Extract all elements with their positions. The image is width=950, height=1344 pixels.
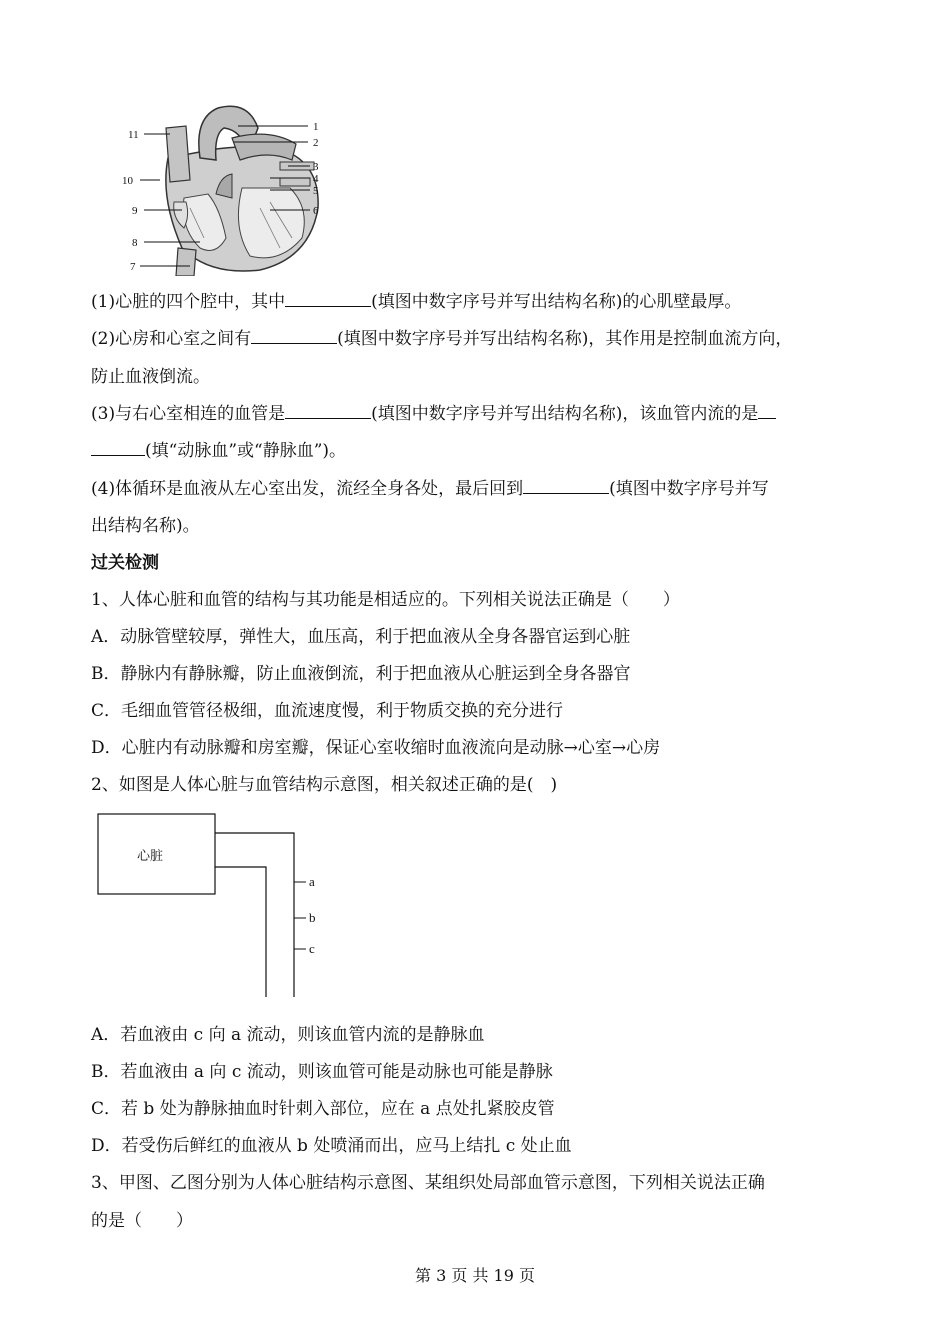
mc1-option-b[interactable]: B．静脉内有静脉瓣，防止血液倒流，利于把血液从心脏运到全身各器官: [91, 664, 631, 684]
point-c-label: c: [309, 941, 315, 956]
question-3-cont-text: (填“动脉血”或“静脉血”)。: [145, 441, 347, 461]
question-2-prefix: (2)心房和心室之间有: [91, 329, 252, 349]
question-2-continuation: 防止血液倒流。: [91, 367, 210, 387]
question-3-mid: (填图中数字序号并写出结构名称)，该血管内流的是: [371, 404, 759, 424]
mc3-stem-line1: 3、甲图、乙图分别为人体心脏结构示意图、某组织处局部血管示意图，下列相关说法正确: [91, 1173, 765, 1193]
heart-label-5: 5: [313, 185, 319, 197]
page-footer: 第 3 页 共 19 页: [415, 1266, 535, 1285]
section-title: 过关检测: [91, 553, 159, 573]
question-4-prefix: (4)体循环是血液从左心室出发，流经全身各处，最后回到: [91, 479, 524, 499]
question-3-continuation: [91, 439, 346, 463]
point-a-label: a: [309, 874, 315, 889]
heart-label-9: 9: [132, 205, 138, 217]
answer-blank-1[interactable]: [285, 291, 371, 307]
answer-blank-3[interactable]: [285, 403, 371, 419]
vessel-inner-wall: [215, 867, 266, 997]
answer-blank-5[interactable]: [523, 478, 609, 494]
heart-label-7: 7: [130, 261, 136, 273]
heart-diagram: [120, 98, 330, 276]
question-1-suffix: (填图中数字序号并写出结构名称)的心肌壁最厚。: [371, 292, 742, 312]
question-4: [91, 477, 769, 501]
mc2-option-d[interactable]: D．若受伤后鲜红的血液从 b 处喷涌而出，应马上结扎 c 处止血: [91, 1136, 572, 1156]
heart-box-label: 心脏: [137, 849, 164, 864]
mc1-option-d[interactable]: D．心脏内有动脉瓣和房室瓣，保证心室收缩时血液流向是动脉→心室→心房: [91, 738, 661, 758]
question-4-suffix: (填图中数字序号并写: [609, 479, 769, 499]
heart-label-2: 2: [313, 137, 319, 149]
heart-label-8: 8: [132, 237, 138, 249]
mc2-option-a[interactable]: A．若血液由 c 向 a 流动，则该血管内流的是静脉血: [91, 1025, 485, 1045]
question-1-prefix: (1)心脏的四个腔中，其中: [91, 292, 286, 312]
heart-drawing: [166, 106, 318, 276]
question-4-continuation: 出结构名称)。: [91, 516, 200, 536]
vessel-outer-wall: [215, 833, 294, 997]
answer-blank-4b[interactable]: [91, 440, 145, 456]
question-1: [91, 290, 741, 314]
heart-label-11: 11: [128, 129, 139, 141]
heart-label-3: 3: [313, 161, 319, 173]
heart-label-6: 6: [313, 205, 319, 217]
mc2-option-c[interactable]: C．若 b 处为静脉抽血时针刺入部位，应在 a 点处扎紧胶皮管: [91, 1099, 555, 1119]
heart-label-10: 10: [122, 175, 133, 187]
mc3-stem-line2: 的是（ ）: [91, 1211, 193, 1231]
heart-label-4: 4: [313, 173, 319, 185]
mc1-stem: 1、人体心脏和血管的结构与其功能是相适应的。下列相关说法正确是（ ）: [91, 590, 680, 610]
answer-blank-2[interactable]: [251, 328, 337, 344]
mc2-option-b[interactable]: B．若血液由 a 向 c 流动，则该血管可能是动脉也可能是静脉: [91, 1062, 553, 1082]
answer-blank-4a[interactable]: [758, 403, 776, 419]
question-3-prefix: (3)与右心室相连的血管是: [91, 404, 286, 424]
mc1-option-c[interactable]: C．毛细血管管径极细，血流速度慢，利于物质交换的充分进行: [91, 701, 564, 721]
question-2-suffix: (填图中数字序号并写出结构名称)，其作用是控制血流方向，: [337, 329, 793, 349]
question-2: [91, 327, 792, 351]
question-3: [91, 402, 776, 426]
heart-label-1: 1: [313, 121, 319, 133]
mc2-stem: 2、如图是人体心脏与血管结构示意图，相关叙述正确的是( ): [91, 775, 558, 795]
point-b-label: b: [309, 910, 316, 925]
vessel-diagram: [97, 813, 337, 999]
mc1-option-a[interactable]: A．动脉管壁较厚，弹性大，血压高，利于把血液从全身各器官运到心脏: [91, 627, 631, 647]
